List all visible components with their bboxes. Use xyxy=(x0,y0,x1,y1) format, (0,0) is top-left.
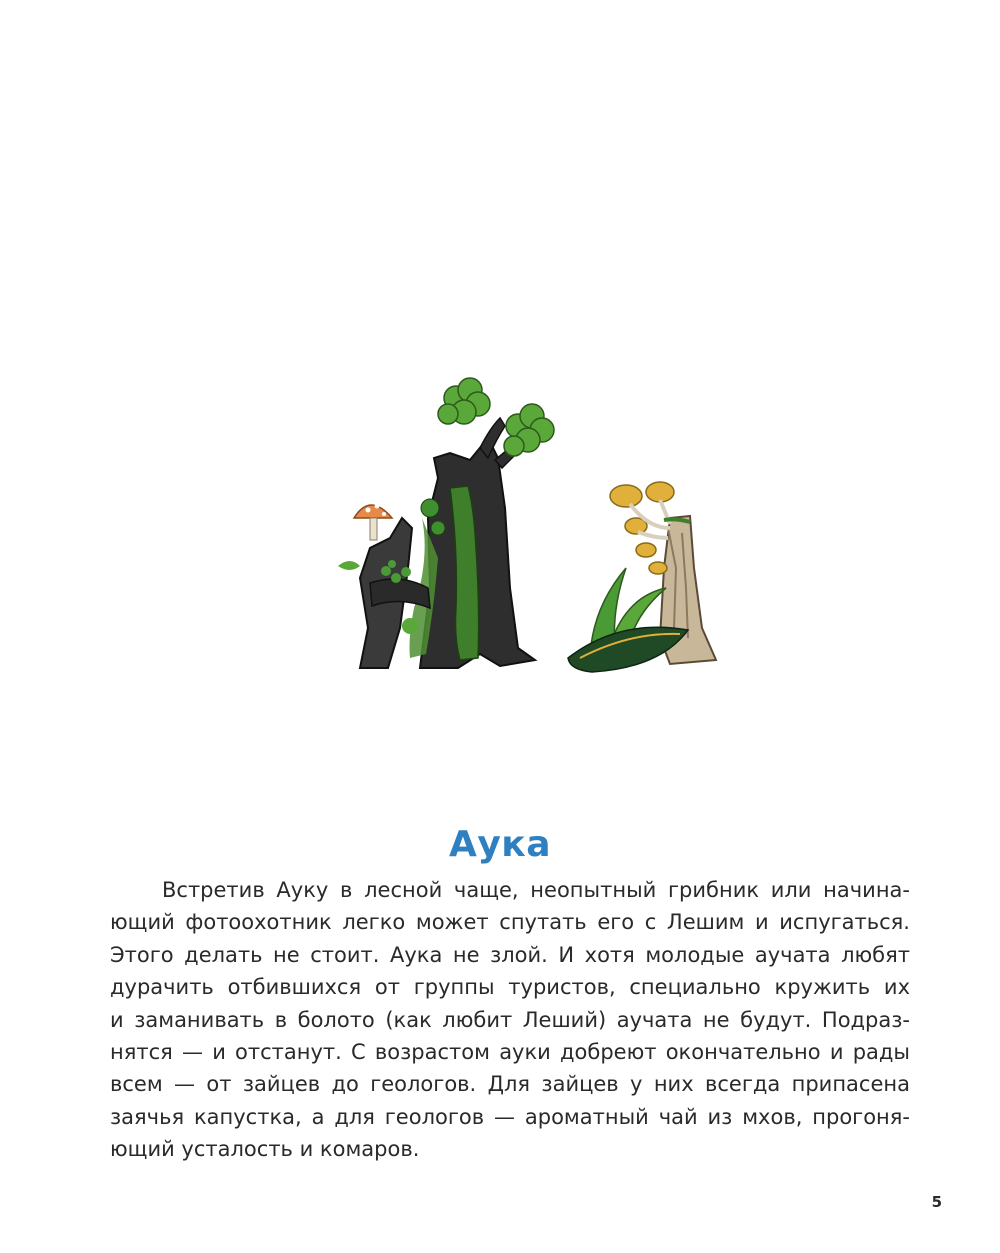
body-line: всем — от зайцев до геологов. Для зайцев у них всегда припасена xyxy=(110,1072,910,1097)
article-title: Аука xyxy=(448,824,552,865)
forest-letters-illustration xyxy=(330,368,730,678)
body-line: нятся — и отстанут. С возрастом ауки добреют окончательно и рады xyxy=(110,1039,910,1064)
body-line: заячья капустка, а для геологов — ароматный чай из мхов, прогоня- xyxy=(110,1104,910,1129)
page-number: 5 xyxy=(931,1193,942,1211)
body-line: ющий фотоохотник легко может спутать его с Лешим и испугаться. xyxy=(110,910,910,935)
stump-letter-a-icon xyxy=(568,482,716,672)
body-line: и заманивать в болото (как любит Леший) аучата не будут. Подраз- xyxy=(110,1007,910,1032)
body-line: дурачить отбившихся от группы туристов, специально кружить их xyxy=(110,975,910,1000)
body-line: Этого делать не стоит. Аука не злой. И хотя молодые аучата любят xyxy=(110,942,910,967)
body-line: ющий усталость и комаров. xyxy=(110,1137,420,1162)
body-line: Встретив Ауку в лесной чаще, неопытный грибник или начина- xyxy=(162,878,910,902)
article-body xyxy=(110,874,910,1166)
tree-letter-d-icon xyxy=(338,378,554,668)
